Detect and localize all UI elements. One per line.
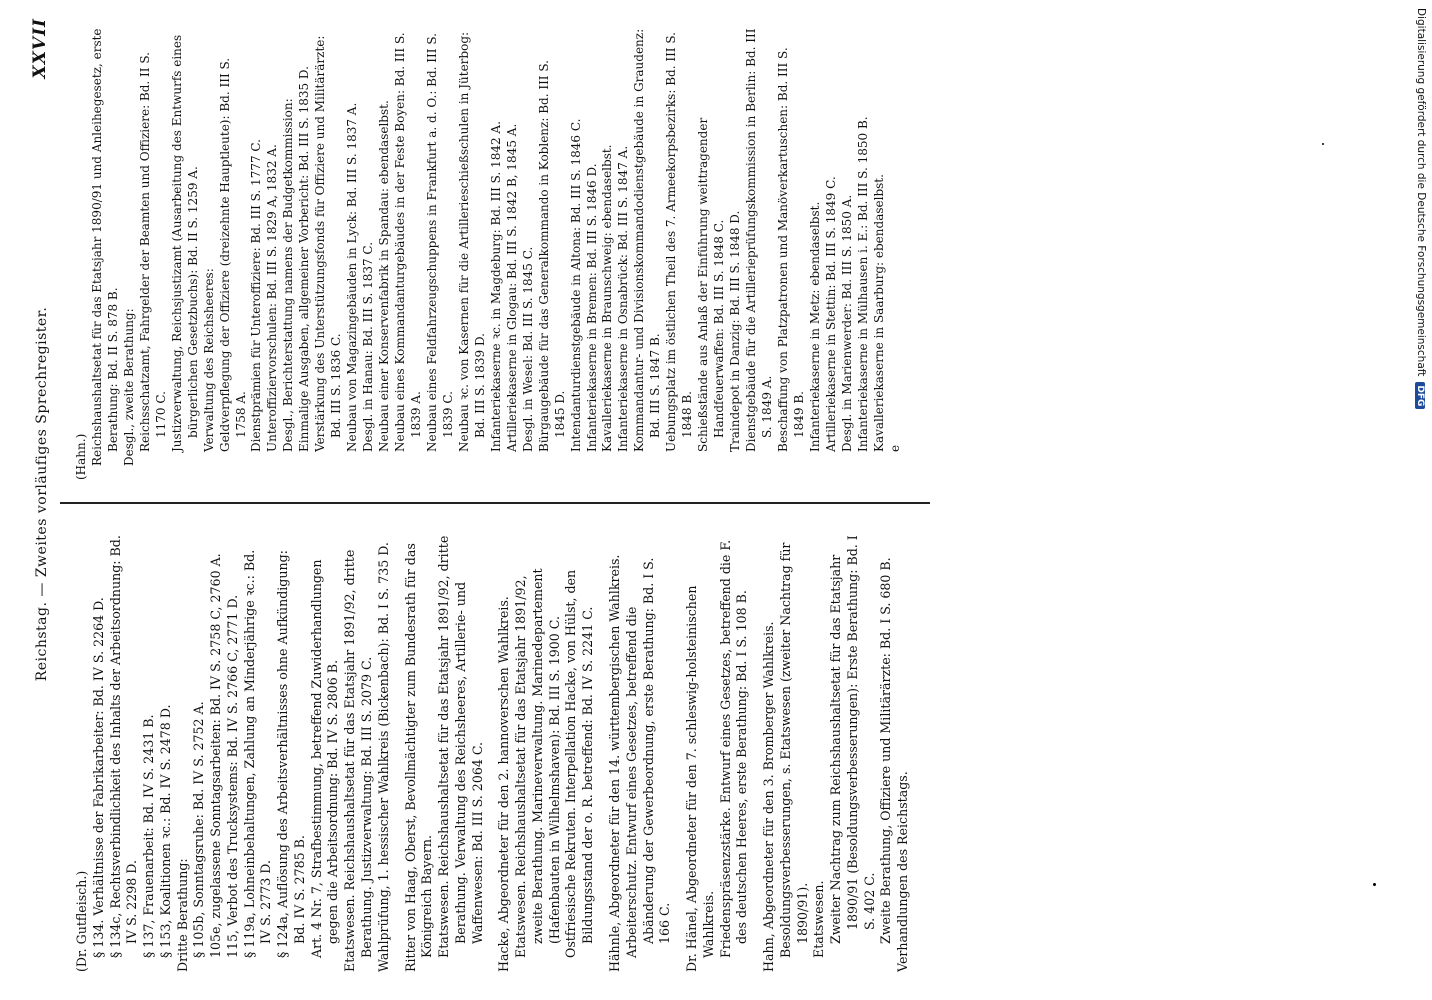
- register-entry: Desgl., zweite Berathung:: [121, 308, 136, 466]
- register-entry: Dienstprämien für Unteroffiziere: Bd. III S. 1777 C.: [249, 139, 264, 452]
- register-entry: Intendanturdienstgebäude in Altona: Bd. III S. 1846 C.: [568, 118, 583, 452]
- register-entry: Friedenspräsenzstärke. Entwurf eines Gesetzes, betreffend die F. des deutschen Heeres, erste Berathung: Bd. I S. 108 B.: [717, 539, 750, 958]
- register-entry: Infanteriekaserne ꝛc. in Magdeburg: Bd. III S. 1842 A.: [488, 121, 503, 452]
- register-entry: Artilleriekaserne in Glogau: Bd. III S. 1842 B, 1845 A.: [504, 123, 519, 452]
- register-entry: Reichshaushaltsetat für das Etatsjahr 1890/91 und Anleihegesetz, erste Berathung: Bd. II S. 878 B.: [89, 28, 120, 466]
- register-entry: Ritter von Haag, Oberst, Bevollmächtigter zum Bundesrath für das Königreich Bayern.: [402, 543, 435, 972]
- register-entry: (Hahn.): [74, 433, 88, 480]
- register-entry: Neubau ꝛc. von Kasernen für die Artillerieschießschulen in Jüterbog: Bd. III S. 1839 D.: [456, 31, 487, 452]
- register-entry: Infanteriekaserne in Osnabrück: Bd. III S. 1847 A.: [616, 145, 631, 452]
- page-title: Reichstag. — Zweites vorläufiges Sprechregister.: [34, 306, 50, 682]
- register-entry: Etatswesen. Reichshaushaltsetat für das Etatsjahr 1891/92, dritte Berathung. Justizverwaltung: Bd. III S. 2079 C.: [342, 549, 375, 972]
- register-entry: Hacke, Abgeordneter für den 2. hannoverschen Wahlkreis.: [496, 596, 512, 972]
- register-entry: Einmalige Ausgaben, allgemeiner Vorbericht: Bd. III S. 1835 D.: [297, 66, 312, 452]
- register-entry: Desgl., Berichterstattung namens der Budgetkommission:: [281, 98, 296, 452]
- register-entry: Etatswesen. Reichshaushaltsetat für das Etatsjahr 1891/92, dritte Berathung. Verwaltung des Reichsheeres, Artillerie- und Waffenwesen: Bd. III S. 2064 C.: [436, 535, 485, 958]
- register-entry: Neubau eines Kommandanturgebäudes in der Feste Boyen: Bd. III S. 1839 A.: [393, 32, 424, 452]
- register-entry: Traindepot in Danzig: Bd. III S. 1848 D.: [728, 210, 743, 452]
- register-entry: § 124a, Auflösung des Arbeitsverhältnisses ohne Aufkündigung: Bd. IV S. 2785 B.: [275, 550, 307, 958]
- register-entry: Infanteriekaserne in Mülhausen i. E.: Bd. III S. 1850 B.: [855, 116, 870, 452]
- register-entry: 115, Verbot des Trucksystems: Bd. IV S. 2766 C, 2771 D.: [224, 594, 240, 958]
- register-entry: § 119a, Lohneinbehaltungen, Zahlung an Minderjährige ꝛc.: Bd. IV S. 2773 D.: [241, 549, 274, 958]
- register-entry: Hähnle, Abgeordneter für den 14. württembergischen Wahlkreis.: [606, 554, 622, 972]
- scan-speck: [1322, 143, 1324, 145]
- register-entry: (Dr. Gutfleisch.): [74, 870, 89, 972]
- register-entry: Bürgaugebäude für das Generalkommando in Koblenz: Bd. III S. 1845 D.: [536, 60, 567, 452]
- page-number: XXVII: [30, 18, 50, 79]
- register-entry: Desgl. in Marienwerder: Bd. III S. 1850 A.: [839, 194, 854, 452]
- register-entry: Beschaffung von Platzpatronen und Manöverkartuschen: Bd. III S. 1849 B.: [775, 47, 806, 452]
- right-column: [74, 28, 914, 480]
- register-entry: Arbeiterschutz. Entwurf eines Gesetzes, betreffend die Abänderung der Gewerbeordnung, erste Berathung: Bd. I S. 166 C.: [623, 557, 673, 958]
- register-entry: Verhandlungen des Reichstags.: [895, 771, 911, 972]
- register-entry: Hahn, Abgeordneter für den 3. Bromberger Wahlkreis.: [761, 621, 777, 972]
- register-entry: § 134. Verhältnisse der Fabrikarbeiter: Bd. IV S. 2264 D.: [90, 597, 106, 958]
- register-entry: Infanteriekaserne in Metz: ebendaselbst.: [807, 201, 822, 452]
- register-entry: Reichsschatzamt, Fahrgelder der Beamten und Offiziere: Bd. II S. 1170 C.: [137, 52, 168, 452]
- dfg-logo: DFG: [1415, 382, 1425, 409]
- register-entry: Dritte Berathung:: [174, 858, 190, 972]
- register-entry: Kommandantur- und Divisionskommandodienstgebäude in Graudenz: Bd. III S. 1847 B.: [632, 28, 663, 452]
- register-entry: Etatswesen.: [811, 880, 827, 958]
- register-entry: Geldverpflegung der Offiziere (dreizehnte Hauptleute): Bd. III S. 1758 A.: [217, 57, 248, 452]
- register-entry: Schießstände aus Anlaß der Einführung weittragender Handfeuerwaffen: Bd. III S. 1848 C.: [696, 117, 727, 452]
- register-entry: Neubau eines Feldfahrzeugschuppens in Frankfurt a. d. O.: Bd. III S. 1839 C.: [424, 33, 455, 452]
- register-entry: Ostfriesische Rekruten. Interpellation Hacke, von Hülst, den Bildungsstand der o. R. betreffend: Bd. IV S. 2241 C.: [563, 569, 596, 958]
- register-entry: Kavalleriekaserne in Saarburg: ebendaselbst.: [871, 174, 886, 452]
- register-entry: Neubau einer Konservenfabrik in Spandau: ebendaselbst.: [377, 100, 392, 452]
- register-entry: § 153, Koalitionen ꝛc.: Bd. IV S. 2478 D.: [157, 704, 173, 958]
- left-column: [74, 534, 914, 972]
- register-entry: Neubau von Magazingebäuden in Lyck: Bd. III S. 1837 A.: [345, 102, 360, 452]
- register-entry: Dr. Hänel, Abgeordneter für den 7. schleswig-holsteinischen Wahlkreis.: [684, 585, 716, 972]
- digitization-credit: [1403, 8, 1427, 998]
- register-entry: Dienstgebäude für die Artillerieprüfungskommission in Berlin: Bd. III S. 1849 A.: [744, 28, 774, 452]
- register-entry: Kavalleriekaserne in Braunschweig: ebendaselbst.: [600, 144, 615, 452]
- register-entry: Zweiter Nachtrag zum Reichshaushaltsetat für das Etatsjahr 1890/91 (Besoldungsverbesserungen): Erste Berathung: Bd. I S. 402 C.: [828, 535, 877, 944]
- register-entry: Artilleriekaserne in Stettin: Bd. III S. 1849 C.: [823, 176, 838, 452]
- register-entry: § 105b, Sonntagsruhe: Bd. IV S. 2752 A.: [191, 701, 207, 958]
- credit-text: Digitalisierung gefördert durch die Deutsche Forschungsgemeinschaft: [1415, 8, 1427, 377]
- page-header: [30, 18, 56, 970]
- register-entry: Desgl. in Hanau: Bd. III S. 1837 C.: [361, 241, 376, 452]
- register-entry: Etatswesen. Reichshaushaltsetat für das Etatsjahr 1891/92, zweite Berathung. Marineverwaltung. Marinedepartement (Hafenbauten in Wilhelmshaven): Bd. III S. 1900 C.: [513, 568, 562, 958]
- register-entry: § 134c, Rechtsverbindlichkeit des Inhalts der Arbeitsordnung: Bd. IV S. 2298 D.: [107, 535, 140, 958]
- register-entry: e: [887, 444, 902, 452]
- register-entry: 105e, zugelassene Sonntagsarbeiten: Bd. IV S. 2758 C, 2760 A.: [208, 553, 224, 958]
- register-entry: Wahlprüfung, 1. hessischer Wahlkreis (Bickenbach): Bd. I S. 735 D.: [375, 542, 391, 972]
- scan-speck: [1373, 883, 1376, 886]
- register-entry: Unteroffiziervorschulen: Bd. III S. 1829 A, 1832 A.: [265, 144, 280, 452]
- register-entry: Justizverwaltung, Reichsjustizamt (Ausarbeitung des Entwurfs eines bürgerlichen Gesetzbuchs): Bd. II S. 1259 A.: [169, 34, 200, 452]
- column-divider: [60, 502, 930, 504]
- register-entry: Besoldungsverbesserungen, s. Etatswesen (zweiter Nachtrag für 1890/91).: [777, 542, 810, 958]
- register-entry: Verstärkung des Unterstützungsfonds für Offiziere und Militärärzte: Bd. III S. 1836 C.: [313, 35, 344, 452]
- register-entry: Uebungsplatz im östlichen Theil des 7. Armeekorpsbezirks: Bd. III S. 1848 B.: [664, 32, 695, 452]
- register-entry: Zweite Berathung, Offiziere und Militärärzte: Bd. I S. 680 B.: [878, 557, 894, 944]
- register-entry: § 137, Frauenarbeit: Bd. IV S. 2431 B.: [141, 714, 157, 958]
- register-entry: Desgl. in Wesel: Bd. III S. 1845 C.: [520, 246, 535, 452]
- register-entry: Verwaltung des Reichsheeres:: [201, 268, 216, 452]
- register-entry: Infanteriekaserne in Bremen: Bd. III S. 1846 D.: [584, 163, 599, 452]
- register-entry: Art. 4 Nr. 7, Strafbestimmung, betreffend Zuwiderhandlungen gegen die Arbeitsordnung: Bd. IV S. 2806 B.: [308, 559, 341, 958]
